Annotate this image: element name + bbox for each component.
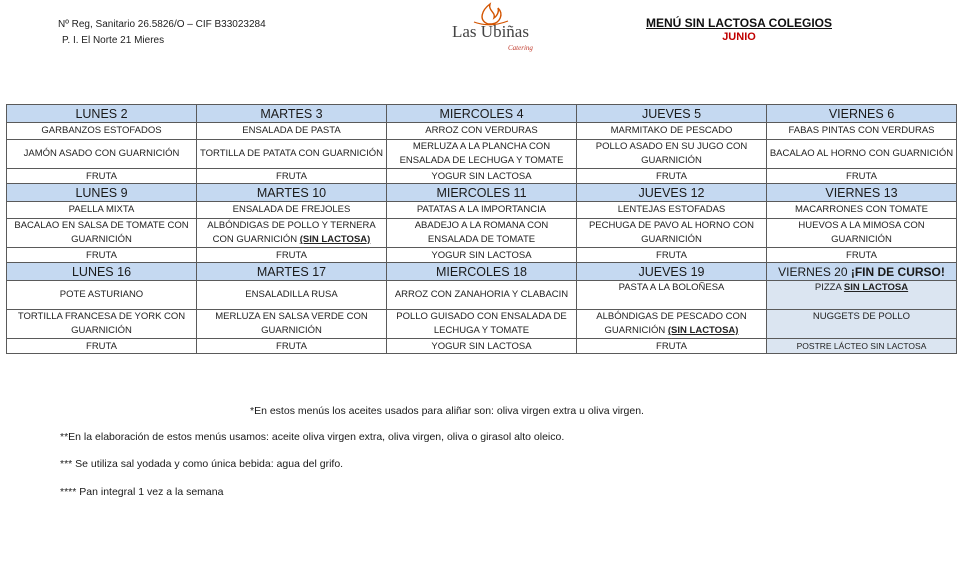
dessert-row xyxy=(7,339,957,354)
second-course: BACALAO EN SALSA DE TOMATE CON GUARNICIÓN xyxy=(7,219,197,248)
first-course-text: PIZZA xyxy=(814,282,842,293)
lactose-free-tag: SIN LACTOSA xyxy=(843,282,909,293)
note-bread: **** Pan integral 1 vez a la semana xyxy=(60,486,224,498)
dessert-row xyxy=(7,248,957,263)
day-header-row xyxy=(7,105,957,123)
second-course-row xyxy=(7,310,957,339)
logo-subtitle: Catering xyxy=(508,44,533,52)
first-course xyxy=(767,281,957,310)
first-course-row xyxy=(7,281,957,310)
first-course: FABAS PINTAS CON VERDURAS xyxy=(767,123,957,140)
dessert: FRUTA xyxy=(577,339,767,354)
first-course: LENTEJAS ESTOFADAS xyxy=(577,202,767,219)
day-header: LUNES 9 xyxy=(7,184,197,202)
day-header: MARTES 10 xyxy=(197,184,387,202)
menu-title-block xyxy=(644,16,834,43)
day-header: MARTES 3 xyxy=(197,105,387,123)
second-course xyxy=(197,219,387,248)
day-header: VIERNES 13 xyxy=(767,184,957,202)
menu-table xyxy=(6,104,957,354)
second-course: ABADEJO A LA ROMANA CON ENSALADA DE TOMATE xyxy=(387,219,577,248)
first-course: ARROZ CON ZANAHORIA Y CLABACIN xyxy=(387,281,577,310)
first-course: POTE ASTURIANO xyxy=(7,281,197,310)
day-header xyxy=(767,263,957,281)
lactose-free-tag: (SIN LACTOSA) xyxy=(299,234,371,245)
menu-month: JUNIO xyxy=(722,31,756,43)
day-header: MARTES 17 xyxy=(197,263,387,281)
day-header-row xyxy=(7,184,957,202)
second-course-row xyxy=(7,140,957,169)
first-course: PASTA A LA BOLOÑESA xyxy=(577,281,767,310)
dessert: FRUTA xyxy=(7,339,197,354)
second-course: MERLUZA EN SALSA VERDE CON GUARNICIÓN xyxy=(197,310,387,339)
registration-line: Nº Reg, Sanitario 26.5826/O – CIF B33023284 xyxy=(58,19,266,30)
day-header: LUNES 16 xyxy=(7,263,197,281)
dessert: FRUTA xyxy=(7,248,197,263)
second-course: POLLO GUISADO CON ENSALADA DE LECHUGA Y TOMATE xyxy=(387,310,577,339)
second-course: PECHUGA DE PAVO AL HORNO CON GUARNICIÓN xyxy=(577,219,767,248)
dessert: FRUTA xyxy=(197,339,387,354)
day-header: MIERCOLES 11 xyxy=(387,184,577,202)
dessert: YOGUR SIN LACTOSA xyxy=(387,339,577,354)
second-course: JAMÓN ASADO CON GUARNICIÓN xyxy=(7,140,197,169)
dessert: FRUTA xyxy=(7,169,197,184)
first-course: PATATAS A LA IMPORTANCIA xyxy=(387,202,577,219)
second-course: TORTILLA DE PATATA CON GUARNICIÓN xyxy=(197,140,387,169)
registration-info xyxy=(58,17,266,49)
second-course: MERLUZA A LA PLANCHA CON ENSALADA DE LECHUGA Y TOMATE xyxy=(387,140,577,169)
day-header: JUEVES 5 xyxy=(577,105,767,123)
second-course xyxy=(577,310,767,339)
second-course: POLLO ASADO EN SU JUGO CON GUARNICIÓN xyxy=(577,140,767,169)
first-course: MARMITAKO DE PESCADO xyxy=(577,123,767,140)
first-course: MACARRONES CON TOMATE xyxy=(767,202,957,219)
second-course-text: ALBÓNDIGAS DE PESCADO CON GUARNICIÓN xyxy=(596,311,747,336)
second-course: TORTILLA FRANCESA DE YORK CON GUARNICIÓN xyxy=(7,310,197,339)
dessert: FRUTA xyxy=(577,169,767,184)
logo-name: Las Ubiñas xyxy=(452,22,529,41)
address-line: P. I. El Norte 21 Mieres xyxy=(62,35,165,46)
day-header: LUNES 2 xyxy=(7,105,197,123)
dessert: YOGUR SIN LACTOSA xyxy=(387,248,577,263)
dessert: YOGUR SIN LACTOSA xyxy=(387,169,577,184)
dessert: FRUTA xyxy=(767,169,957,184)
second-course: BACALAO AL HORNO CON GUARNICIÓN xyxy=(767,140,957,169)
second-course: NUGGETS DE POLLO xyxy=(767,310,957,339)
note-oils-cooking: **En la elaboración de estos menús usamos: aceite oliva virgen extra, oliva virgen, oliva o girasol alto oleico. xyxy=(60,431,565,443)
dessert-row xyxy=(7,169,957,184)
note-salt-water: *** Se utiliza sal yodada y como única bebida: agua del grifo. xyxy=(60,458,344,470)
first-course: GARBANZOS ESTOFADOS xyxy=(7,123,197,140)
dessert: FRUTA xyxy=(197,248,387,263)
day-header-row xyxy=(7,263,957,281)
first-course-row xyxy=(7,202,957,219)
first-course: ENSALADILLA RUSA xyxy=(197,281,387,310)
first-course: ENSALADA DE PASTA xyxy=(197,123,387,140)
second-course-row xyxy=(7,219,957,248)
lactose-free-tag: (SIN LACTOSA) xyxy=(667,325,739,336)
day-header: VIERNES 6 xyxy=(767,105,957,123)
second-course: HUEVOS A LA MIMOSA CON GUARNICIÓN xyxy=(767,219,957,248)
day-header: MIERCOLES 18 xyxy=(387,263,577,281)
dessert: FRUTA xyxy=(767,248,957,263)
first-course: ARROZ CON VERDURAS xyxy=(387,123,577,140)
menu-title: MENÚ SIN LACTOSA COLEGIOS xyxy=(645,16,832,30)
first-course: PAELLA MIXTA xyxy=(7,202,197,219)
first-course-row xyxy=(7,123,957,140)
day-header: JUEVES 12 xyxy=(577,184,767,202)
company-logo xyxy=(446,2,556,64)
dessert: FRUTA xyxy=(197,169,387,184)
day-header: MIERCOLES 4 xyxy=(387,105,577,123)
dessert: POSTRE LÁCTEO SIN LACTOSA xyxy=(767,339,957,354)
second-course-text: ALBÓNDIGAS DE POLLO Y TERNERA CON GUARNICIÓN xyxy=(207,220,376,245)
first-course: ENSALADA DE FREJOLES xyxy=(197,202,387,219)
day-header: JUEVES 19 xyxy=(577,263,767,281)
dessert: FRUTA xyxy=(577,248,767,263)
end-of-course-label: ¡FIN DE CURSO! xyxy=(850,264,945,279)
day-header-label: VIERNES 20 xyxy=(778,264,848,279)
note-oils-dressing: *En estos menús los aceites usados para aliñar son: oliva virgen extra u oliva virgen. xyxy=(250,405,644,417)
